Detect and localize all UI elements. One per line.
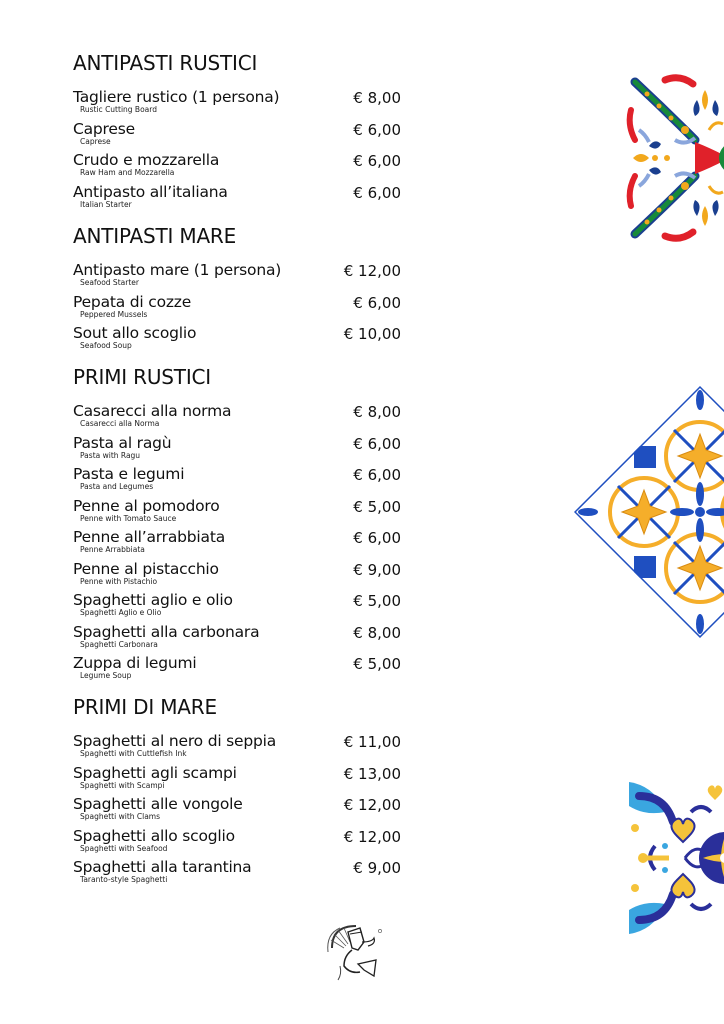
item-price: € 5,00: [353, 655, 401, 673]
menu-item: [73, 324, 403, 356]
item-english: Spaghetti Carbonara: [80, 639, 158, 649]
sicilian-majolica-tile-icon: [625, 70, 724, 246]
item-price: € 6,00: [353, 152, 401, 170]
item-price: € 12,00: [343, 827, 401, 846]
item-name: Pasta e legumi: [73, 465, 185, 483]
menu-item: [73, 858, 403, 890]
item-name: Crudo e mozzarella: [73, 151, 220, 169]
restaurant-logo-icon: [318, 920, 388, 984]
item-name: Spaghetti aglio e olio: [73, 591, 233, 609]
item-price: € 8,00: [353, 623, 401, 642]
menu-item: [73, 120, 403, 152]
item-english: Pasta with Ragu: [80, 450, 141, 460]
item-english: Italian Starter: [80, 199, 132, 209]
item-price: € 5,00: [353, 592, 401, 610]
menu-item: [73, 183, 403, 215]
menu-item: [73, 434, 403, 466]
menu-item: [73, 261, 403, 293]
menu-item: [73, 465, 403, 497]
menu-item: [73, 654, 403, 686]
item-name: Sout allo scoglio: [73, 324, 197, 342]
section-title: PRIMI DI MARE: [73, 695, 217, 719]
item-price: € 12,00: [343, 796, 401, 814]
item-name: Casarecci alla norma: [73, 402, 232, 420]
item-english: Rustic Cutting Board: [80, 105, 157, 114]
menu-item: [73, 528, 403, 560]
menu-item: [73, 151, 403, 183]
menu-item: [73, 560, 403, 592]
item-name: Spaghetti alla carbonara: [73, 622, 260, 641]
item-english: Spaghetti with Cuttlefish Ink: [80, 749, 187, 758]
item-price: € 12,00: [343, 262, 401, 280]
blue-yellow-majolica-tile-icon: [625, 776, 724, 940]
menu-item: [73, 497, 403, 529]
item-price: € 5,00: [353, 497, 401, 516]
menu-item: [73, 293, 403, 325]
item-english: Caprese: [80, 136, 111, 146]
menu-item: [73, 732, 403, 764]
item-price: € 10,00: [343, 325, 401, 343]
item-name: Spaghetti alle vongole: [73, 795, 243, 813]
item-english: Spaghetti Aglio e Olio: [80, 608, 162, 617]
item-english: Spaghetti with Seafood: [80, 843, 168, 853]
menu-item: [73, 591, 403, 623]
item-english: Legume Soup: [80, 671, 132, 680]
item-english: Pasta and Legumes: [80, 482, 154, 491]
item-name: Caprese: [73, 119, 135, 138]
menu-item: [73, 88, 403, 120]
item-price: € 11,00: [343, 733, 401, 751]
item-price: € 9,00: [353, 560, 401, 579]
item-english: Spaghetti with Scampi: [80, 780, 165, 790]
item-name: Spaghetti al nero di seppia: [73, 732, 277, 750]
menu-item: [73, 764, 403, 796]
item-name: Pepata di cozze: [73, 292, 192, 311]
section-title: ANTIPASTI MARE: [73, 224, 237, 248]
item-price: € 13,00: [343, 764, 401, 783]
item-name: Tagliere rustico (1 persona): [73, 88, 280, 106]
item-price: € 6,00: [353, 293, 401, 312]
item-name: Antipasto mare (1 persona): [73, 261, 282, 279]
item-english: Penne with Pistachio: [80, 576, 158, 586]
item-price: € 8,00: [353, 89, 401, 107]
item-name: Spaghetti alla tarantina: [73, 858, 252, 876]
item-price: € 6,00: [353, 183, 401, 202]
item-english: Penne Arrabbiata: [80, 545, 145, 554]
item-name: Penne al pistacchio: [73, 559, 219, 578]
menu-item: [73, 827, 403, 859]
item-name: Penne al pomodoro: [73, 496, 220, 515]
menu-item: [73, 402, 403, 434]
item-english: Raw Ham and Mozzarella: [80, 168, 175, 177]
item-price: € 6,00: [353, 529, 401, 547]
menu-item: [73, 795, 403, 827]
item-price: € 9,00: [353, 859, 401, 877]
item-name: Spaghetti agli scampi: [73, 763, 237, 782]
item-name: Pasta al ragù: [73, 433, 172, 452]
section-primi-di-mare: [73, 694, 403, 890]
section-antipasti-rustici: [73, 50, 403, 214]
item-english: Casarecci alla Norma: [80, 419, 160, 428]
item-price: € 6,00: [353, 466, 401, 484]
item-price: € 6,00: [353, 434, 401, 453]
item-name: Spaghetti allo scoglio: [73, 826, 235, 845]
item-price: € 6,00: [353, 120, 401, 139]
item-english: Peppered Mussels: [80, 309, 148, 319]
item-english: Penne with Tomato Sauce: [80, 513, 177, 523]
section-primi-rustici: [73, 364, 403, 686]
item-english: Seafood Starter: [80, 278, 139, 287]
azulejo-diamond-tile-icon: [574, 386, 724, 638]
item-english: Taranto-style Spaghetti: [80, 875, 168, 884]
section-title: PRIMI RUSTICI: [73, 365, 211, 389]
item-name: Antipasto all’italiana: [73, 182, 228, 201]
section-title: ANTIPASTI RUSTICI: [73, 51, 258, 75]
item-english: Spaghetti with Clams: [80, 812, 161, 821]
item-english: Seafood Soup: [80, 341, 132, 350]
item-name: Penne all’arrabbiata: [73, 528, 226, 546]
item-name: Zuppa di legumi: [73, 654, 197, 672]
item-price: € 8,00: [353, 403, 401, 421]
menu-item: [73, 623, 403, 655]
section-antipasti-mare: [73, 223, 403, 356]
